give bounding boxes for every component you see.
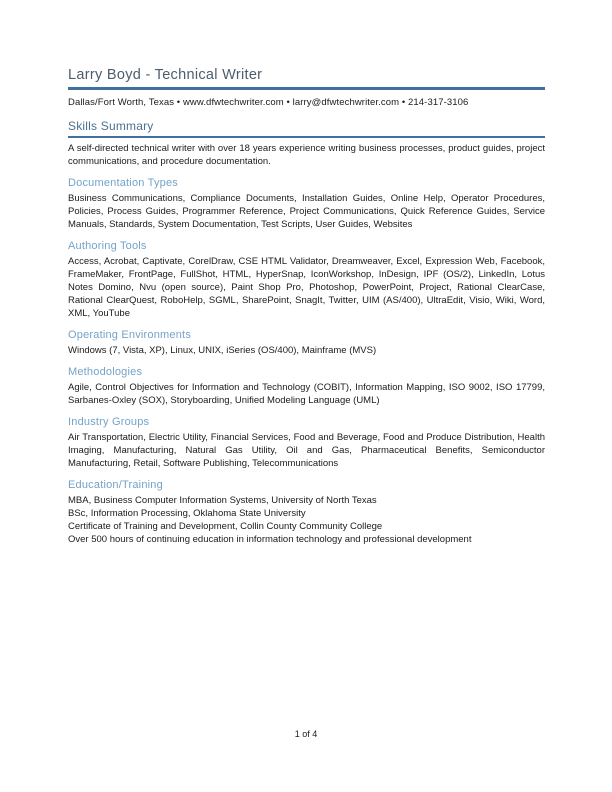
education-line: BSc, Information Processing, Oklahoma State University: [68, 508, 306, 519]
operating-environments-paragraph: Windows (7, Vista, XP), Linux, UNIX, iSeries (OS/400), Mainframe (MVS): [68, 345, 377, 356]
sub-heading-documentation-types: Documentation Types: [68, 177, 178, 189]
sub-heading-education-training: Education/Training: [68, 479, 163, 491]
education-line: MBA, Business Computer Information Systems, University of North Texas: [68, 495, 377, 506]
documentation-types-paragraph: Business Communications, Compliance Documents, Installation Guides, Online Help, Operator Procedures, Policies, Process Guides, Programmer Reference, Project Communications, Quick Reference Guides, Service Manuals, Standards, System Documentation, Test Scripts, User Guides, Websites: [68, 193, 545, 230]
skills-summary-paragraph: A self-directed technical writer with over 18 years experience writing business processes, product guides, project communications, and procedure documentation.: [68, 143, 545, 167]
methodologies-paragraph: Agile, Control Objectives for Information and Technology (COBIT), Information Mapping, ISO 9002, ISO 17799, Sarbanes-Oxley (SOX), Storyboarding, Unified Modeling Language (UML): [68, 382, 545, 406]
sub-heading-methodologies: Methodologies: [68, 366, 143, 378]
education-line: Over 500 hours of continuing education in information technology and professional development: [68, 534, 472, 545]
sub-heading-industry-groups: Industry Groups: [68, 416, 150, 428]
page-number: 1 of 4: [294, 729, 318, 739]
contact-line: Dallas/Fort Worth, Texas • www.dfwtechwriter.com • larry@dfwtechwriter.com • 214-317-3106: [68, 97, 469, 108]
section-heading-skills-summary: Skills Summary: [68, 119, 545, 138]
resume-content: [68, 67, 545, 546]
page-title: Larry Boyd - Technical Writer: [68, 67, 545, 90]
sub-heading-authoring-tools: Authoring Tools: [68, 240, 147, 252]
industry-groups-paragraph: Air Transportation, Electric Utility, Financial Services, Food and Beverage, Food and Produce Distribution, Health Imaging, Manufacturing, Natural Gas Utility, Oil and Gas, Pharmaceutical Benefits, Semiconductor Manufacturing, Retail, Software Publishing, Telecommunications: [68, 432, 545, 469]
authoring-tools-paragraph: Access, Acrobat, Captivate, CorelDraw, CSE HTML Validator, Dreamweaver, Excel, Expression Web, Facebook, FrameMaker, FrontPage, FullShot, HTML, HyperSnap, IconWorkshop, InDesign, IPF (OS/2), LinkedIn, Lotus Notes Domino, Nvu (open source), Paint Shop Pro, Photoshop, PowerPoint, Project, Rational ClearCase, Rational ClearQuest, RoboHelp, SGML, SharePoint, SnagIt, Twitter, UIM (AS/400), UltraEdit, Visio, Wiki, Word, XML, YouTube: [68, 256, 545, 319]
education-lines: [68, 494, 545, 546]
education-line: Certificate of Training and Development, Collin County Community College: [68, 521, 383, 532]
sub-heading-operating-environments: Operating Environments: [68, 329, 192, 341]
